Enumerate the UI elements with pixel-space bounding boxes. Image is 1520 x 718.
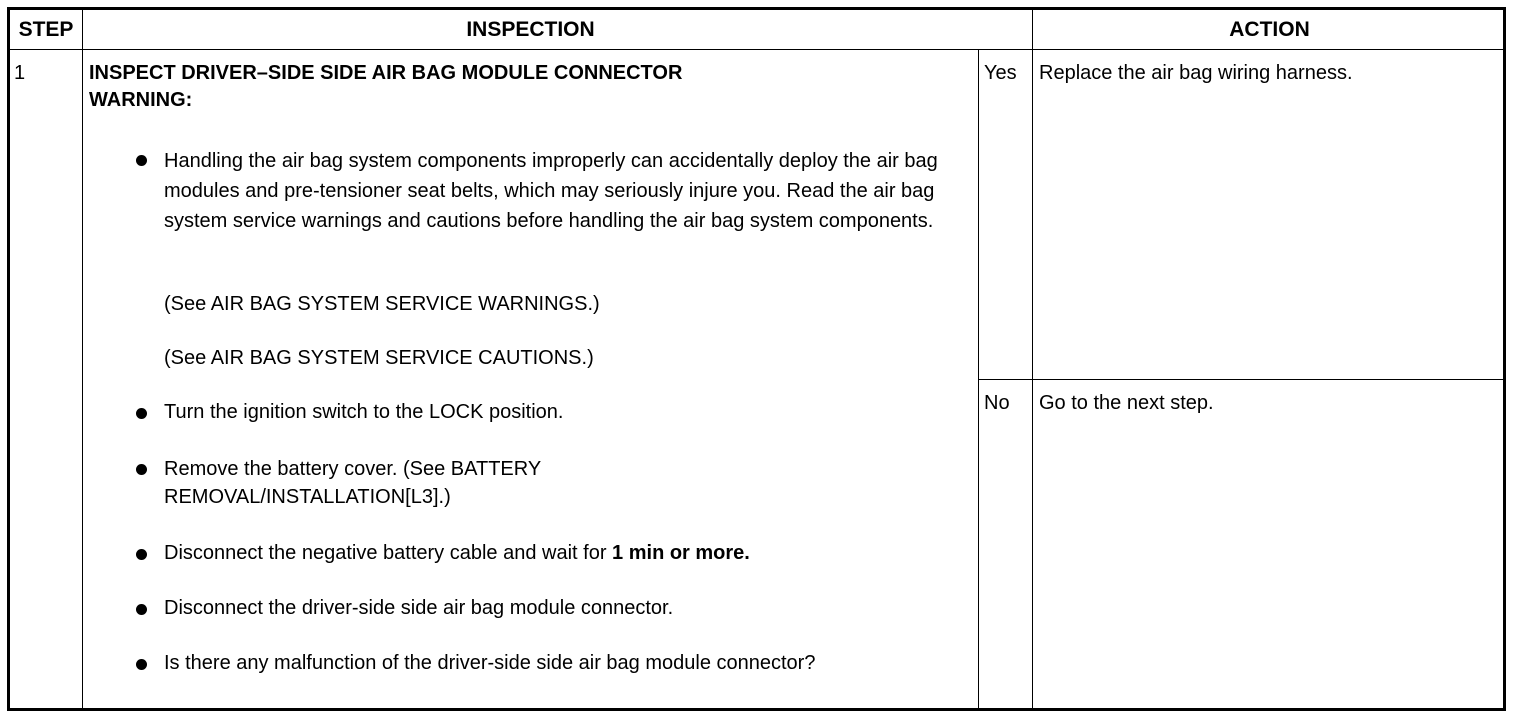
no-label: No: [984, 392, 1010, 414]
divider-step: [82, 10, 83, 708]
divider-action: [1032, 10, 1033, 708]
see-warnings-reference: (See AIR BAG SYSTEM SERVICE WARNINGS.): [164, 293, 600, 315]
see-cautions-reference: (See AIR BAG SYSTEM SERVICE CAUTIONS.): [164, 347, 594, 369]
procedure-step-ignition: Turn the ignition switch to the LOCK position.: [164, 401, 564, 423]
procedure-step-question: Is there any malfunction of the driver-side side air bag module connector?: [164, 652, 816, 674]
header-step: STEP: [18, 18, 74, 41]
procedure-step-battery-cover: Remove the battery cover. (See BATTERY REMOVAL/INSTALLATION[L3].): [164, 458, 541, 508]
bullet-icon: [136, 464, 147, 475]
inspection-title: INSPECT DRIVER–SIDE SIDE AIR BAG MODULE CONNECTOR: [89, 62, 683, 84]
yes-action: Replace the air bag wiring harness.: [1039, 62, 1353, 84]
warning-label: WARNING:: [89, 89, 193, 111]
wait-time: 1 min or more.: [612, 542, 750, 564]
warning-text: Handling the air bag system components improperly can accidentally deploy the air bag modules and pre-tensioner seat belts, which may seriously injure you. Read the air bag system service warnings and cautions before handling the air bag system components.: [164, 150, 938, 232]
bullet-icon: [136, 408, 147, 419]
header-inspection: INSPECTION: [466, 18, 595, 41]
inspection-table: [7, 7, 1506, 711]
bullet-icon: [136, 155, 147, 166]
negative-cable-text: Disconnect the negative battery cable and wait for: [164, 542, 613, 564]
bullet-icon: [136, 549, 147, 560]
header-action: ACTION: [1229, 18, 1310, 41]
procedure-step-negative-cable: [164, 540, 964, 567]
bullet-icon: [136, 604, 147, 615]
yes-no-divider: [978, 379, 1503, 380]
bullet-icon: [136, 659, 147, 670]
yes-label: Yes: [984, 62, 1017, 84]
no-action: Go to the next step.: [1039, 392, 1214, 414]
procedure-step-disconnect-connector: Disconnect the driver-side side air bag module connector.: [164, 597, 674, 619]
step-number: 1: [14, 62, 26, 84]
